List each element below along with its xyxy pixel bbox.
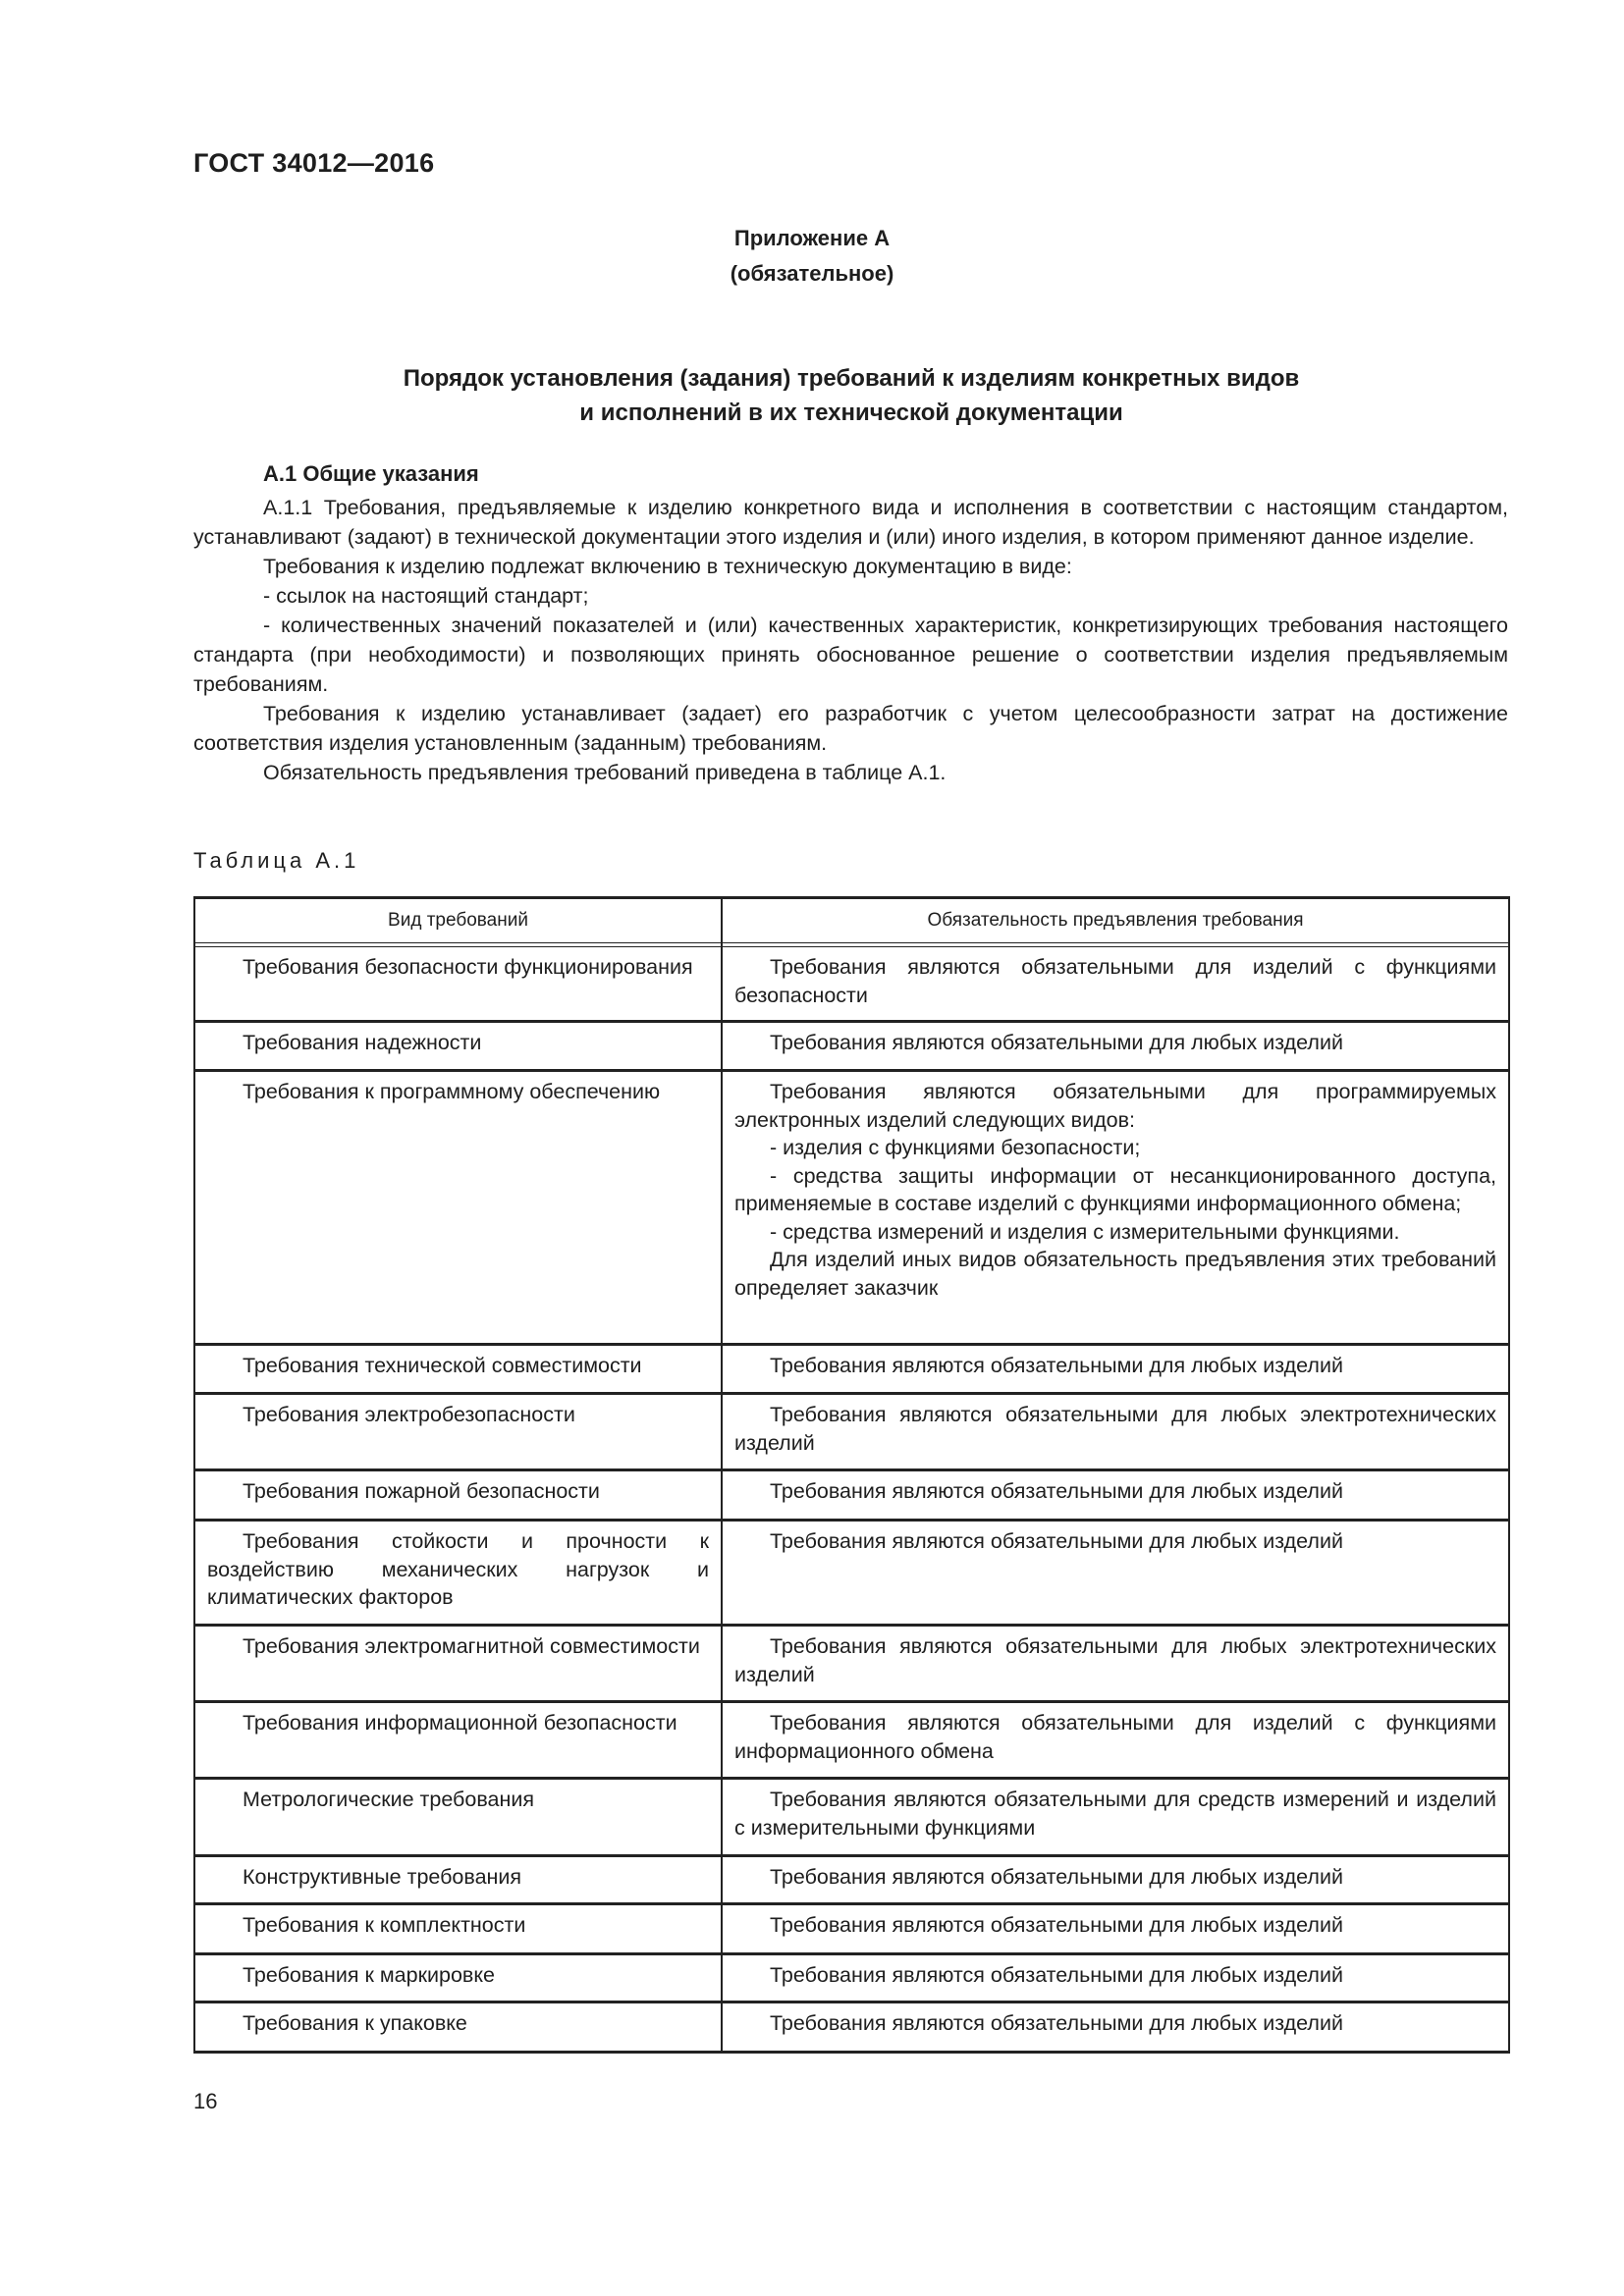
- section-title-line-2: и исполнений в их технической документации: [579, 400, 1123, 426]
- table-row: [194, 1521, 1509, 1626]
- cell-obligation: Требования являются обязательными для средств измерений и изделий с измерительными функциями: [722, 1779, 1509, 1856]
- paragraph: Требования к изделию подлежат включению в техническую документацию в виде:: [263, 555, 1072, 578]
- table-row: [194, 1345, 1509, 1394]
- table-row: [194, 1626, 1509, 1702]
- table-row: [194, 2002, 1509, 2053]
- cell-obligation: Требования являются обязательными для любых изделий: [722, 1345, 1509, 1394]
- appendix-title: Приложение А: [733, 226, 891, 250]
- body-text: [193, 493, 1508, 787]
- page-number: 16: [193, 2089, 218, 2113]
- cell-kind: Требования к комплектности: [194, 1904, 722, 1954]
- list-item: - ссылок на настоящий стандарт;: [263, 584, 589, 608]
- table-row: [194, 1394, 1509, 1470]
- cell-kind: Требования информационной безопасности: [194, 1702, 722, 1779]
- subsection-title: А.1 Общие указания: [263, 461, 479, 486]
- cell-obligation: Требования являются обязательными для программируемых электронных изделий следующих видов: - изделия с функциями безопасности; - средства защиты информации от несанкционированного доступа, применяемые в составе изделий с функциями информационного обмена; - средства измерений и изделия с измерительными функциями. Для изделий иных видов обязательность предъявления этих требований определяет заказчик: [722, 1071, 1509, 1345]
- cell-kind: Требования технической совместимости: [194, 1345, 722, 1394]
- cell-obligation: Требования являются обязательными для любых электротехнических изделий: [722, 1394, 1509, 1470]
- cell-kind: Требования надежности: [194, 1022, 722, 1071]
- cell-obligation: Требования являются обязательными для любых изделий: [722, 1521, 1509, 1626]
- cell-obligation: Требования являются обязательными для любых изделий: [722, 1904, 1509, 1954]
- cell-kind: Требования к программному обеспечению: [194, 1071, 722, 1345]
- table-row: [194, 1470, 1509, 1521]
- table-row: [194, 1954, 1509, 2002]
- cell-kind: Метрологические требования: [194, 1779, 722, 1856]
- paragraph: Обязательность предъявления требований приведена в таблице А.1.: [263, 761, 947, 784]
- cell-kind: Конструктивные требования: [194, 1856, 722, 1904]
- table-row: [194, 1856, 1509, 1904]
- cell-obligation: Требования являются обязательными для изделий с функциями информационного обмена: [722, 1702, 1509, 1779]
- table-row: [194, 1702, 1509, 1779]
- table-row: [194, 1022, 1509, 1071]
- table-row: [194, 1779, 1509, 1856]
- paragraph: Требования к изделию устанавливает (задает) его разработчик с учетом целесообразности затрат на достижение соответствия изделия установленным (заданным) требованиям.: [193, 702, 1508, 755]
- cell-obligation: Требования являются обязательными для любых изделий: [722, 1856, 1509, 1904]
- cell-obligation: Требования являются обязательными для изделий с функциями безопасности: [722, 947, 1509, 1022]
- appendix-status: (обязательное): [730, 261, 894, 286]
- cell-obligation: Требования являются обязательными для любых изделий: [722, 1954, 1509, 2002]
- cell-obligation: Требования являются обязательными для любых электротехнических изделий: [722, 1626, 1509, 1702]
- section-title: [226, 361, 1477, 430]
- requirements-table: [193, 896, 1510, 2054]
- table-header-row: [194, 898, 1509, 943]
- cell-kind: Требования электробезопасности: [194, 1394, 722, 1470]
- cell-kind: Требования стойкости и прочности к воздействию механических нагрузок и климатических факторов: [194, 1521, 722, 1626]
- table-row: [194, 947, 1509, 1022]
- document-code: ГОСТ 34012—2016: [193, 148, 435, 178]
- cell-obligation: Требования являются обязательными для любых изделий: [722, 1470, 1509, 1521]
- cell-kind: Требования пожарной безопасности: [194, 1470, 722, 1521]
- table-label: Таблица А.1: [193, 848, 360, 873]
- paragraph: А.1.1 Требования, предъявляемые к изделию конкретного вида и исполнения в соответствии с настоящим стандартом, устанавливают (задают) в технической документации этого изделия и (или) иного изделия, в котором применяют данное изделие.: [193, 496, 1508, 549]
- cell-kind: Требования безопасности функционирования: [194, 947, 722, 1022]
- list-item: - количественных значений показателей и (или) качественных характеристик, конкретизирующих требования настоящего стандарта (при необходимости) и позволяющих принять обоснованное решение о соответствии изделия предъявляемым требованиям.: [193, 614, 1508, 696]
- cell-obligation: Требования являются обязательными для любых изделий: [722, 1022, 1509, 1071]
- cell-obligation: Требования являются обязательными для любых изделий: [722, 2002, 1509, 2053]
- table-row: [194, 1904, 1509, 1954]
- column-header-obligation: Обязательность предъявления требования: [722, 898, 1509, 943]
- section-title-line-1: Порядок установления (задания) требований к изделиям конкретных видов: [403, 365, 1300, 392]
- cell-kind: Требования к маркировке: [194, 1954, 722, 2002]
- table-row: [194, 1071, 1509, 1345]
- cell-kind: Требования электромагнитной совместимости: [194, 1626, 722, 1702]
- cell-kind: Требования к упаковке: [194, 2002, 722, 2053]
- column-header-kind: Вид требований: [194, 898, 722, 943]
